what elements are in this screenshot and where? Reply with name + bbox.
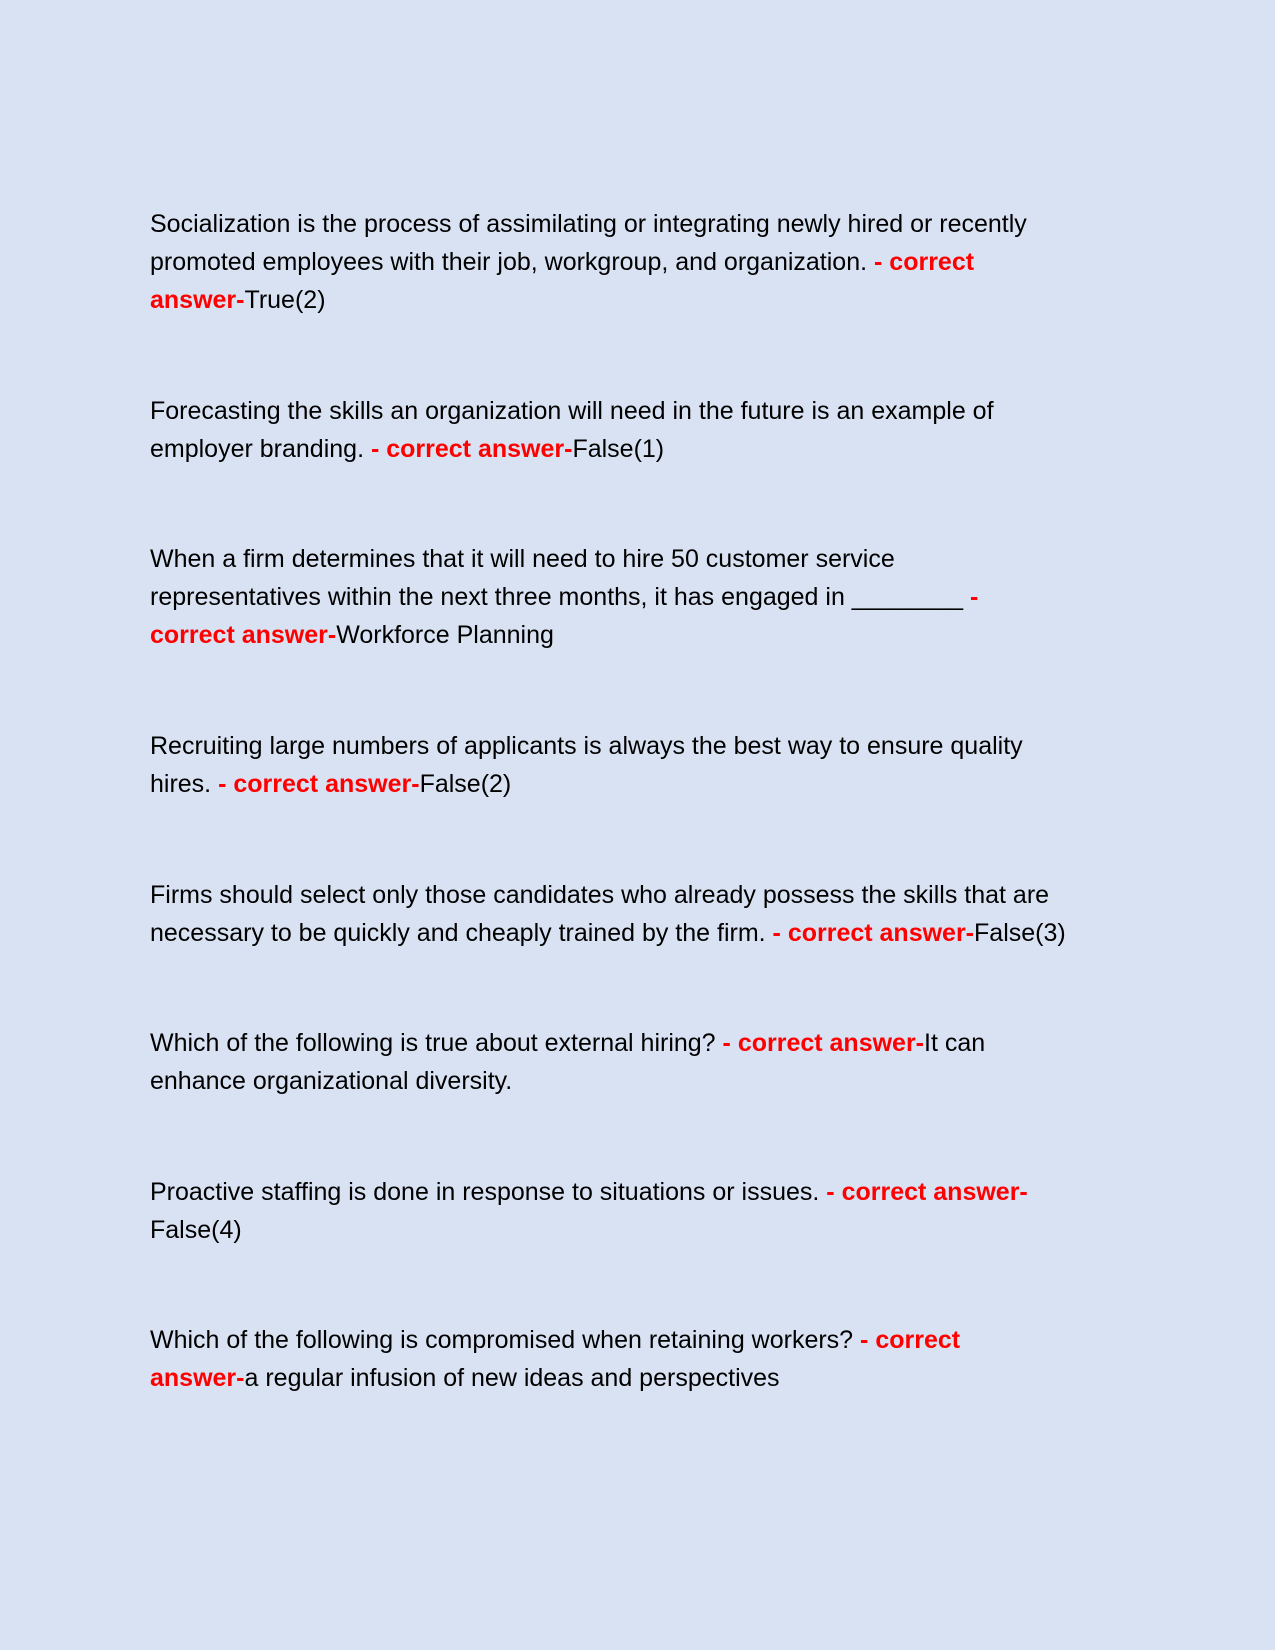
qa-line bbox=[150, 1321, 1150, 1359]
correct-answer-label: - correct answer- bbox=[722, 1029, 925, 1057]
qa-line bbox=[150, 1359, 1150, 1397]
qa-line bbox=[150, 765, 1150, 803]
text-segment: True(2) bbox=[244, 286, 326, 314]
qa-item bbox=[150, 1024, 1150, 1100]
qa-line bbox=[150, 1173, 1150, 1211]
correct-answer-label: answer- bbox=[150, 286, 245, 314]
correct-answer-label: - correct answer- bbox=[826, 1178, 1028, 1206]
text-segment: representatives within the next three months, it has engaged in ________ bbox=[150, 583, 970, 611]
text-segment: Proactive staffing is done in response to situations or issues. bbox=[150, 1178, 827, 1206]
text-segment: Firms should select only those candidates who already possess the skills that are bbox=[150, 881, 1050, 909]
text-segment: enhance organizational diversity. bbox=[150, 1067, 513, 1095]
qa-item bbox=[150, 205, 1150, 319]
qa-line bbox=[150, 1211, 1150, 1249]
correct-answer-label: - correct answer- bbox=[370, 435, 573, 463]
correct-answer-label: - bbox=[969, 583, 979, 611]
qa-item bbox=[150, 392, 1150, 468]
text-segment: Forecasting the skills an organization will need in the future is an example of bbox=[150, 397, 994, 425]
text-segment: Which of the following is compromised when retaining workers? bbox=[150, 1326, 861, 1354]
text-segment: False(4) bbox=[150, 1216, 242, 1244]
qa-line bbox=[150, 727, 1150, 765]
qa-item bbox=[150, 1173, 1150, 1249]
correct-answer-label: correct answer- bbox=[150, 621, 337, 649]
text-segment: necessary to be quickly and cheaply trained by the firm. bbox=[150, 919, 773, 947]
correct-answer-label: answer- bbox=[150, 1364, 245, 1392]
text-segment: hires. bbox=[150, 770, 219, 798]
qa-line bbox=[150, 205, 1150, 243]
qa-line bbox=[150, 876, 1150, 914]
qa-line bbox=[150, 1024, 1150, 1062]
text-segment: Socialization is the process of assimilating or integrating newly hired or recently bbox=[150, 210, 1027, 238]
correct-answer-label: - correct answer- bbox=[772, 919, 975, 947]
qa-item bbox=[150, 727, 1150, 803]
qa-item bbox=[150, 540, 1150, 654]
text-segment: promoted employees with their job, workgroup, and organization. bbox=[150, 248, 875, 276]
text-segment: When a firm determines that it will need to hire 50 customer service bbox=[150, 545, 895, 573]
correct-answer-label: - correct answer- bbox=[218, 770, 420, 798]
text-segment: Recruiting large numbers of applicants is always the best way to ensure quality bbox=[150, 732, 1023, 760]
text-segment: Which of the following is true about external hiring? bbox=[150, 1029, 723, 1057]
qa-line bbox=[150, 1062, 1150, 1100]
text-segment: Workforce Planning bbox=[336, 621, 554, 649]
qa-line bbox=[150, 243, 1150, 281]
text-segment: False(2) bbox=[419, 770, 512, 798]
text-segment: False(3) bbox=[974, 919, 1066, 947]
qa-line bbox=[150, 392, 1150, 430]
qa-line bbox=[150, 540, 1150, 578]
text-segment: It can bbox=[924, 1029, 986, 1057]
correct-answer-label: - correct bbox=[860, 1326, 961, 1354]
text-segment: a regular infusion of new ideas and perspectives bbox=[244, 1364, 780, 1392]
qa-item bbox=[150, 876, 1150, 952]
text-segment: employer branding. bbox=[150, 435, 371, 463]
qa-line bbox=[150, 616, 1150, 654]
qa-line bbox=[150, 430, 1150, 468]
text-segment: False(1) bbox=[572, 435, 665, 463]
qa-line bbox=[150, 914, 1150, 952]
correct-answer-label: - correct bbox=[874, 248, 975, 276]
qa-line bbox=[150, 578, 1150, 616]
qa-line bbox=[150, 281, 1150, 319]
qa-item bbox=[150, 1321, 1150, 1397]
